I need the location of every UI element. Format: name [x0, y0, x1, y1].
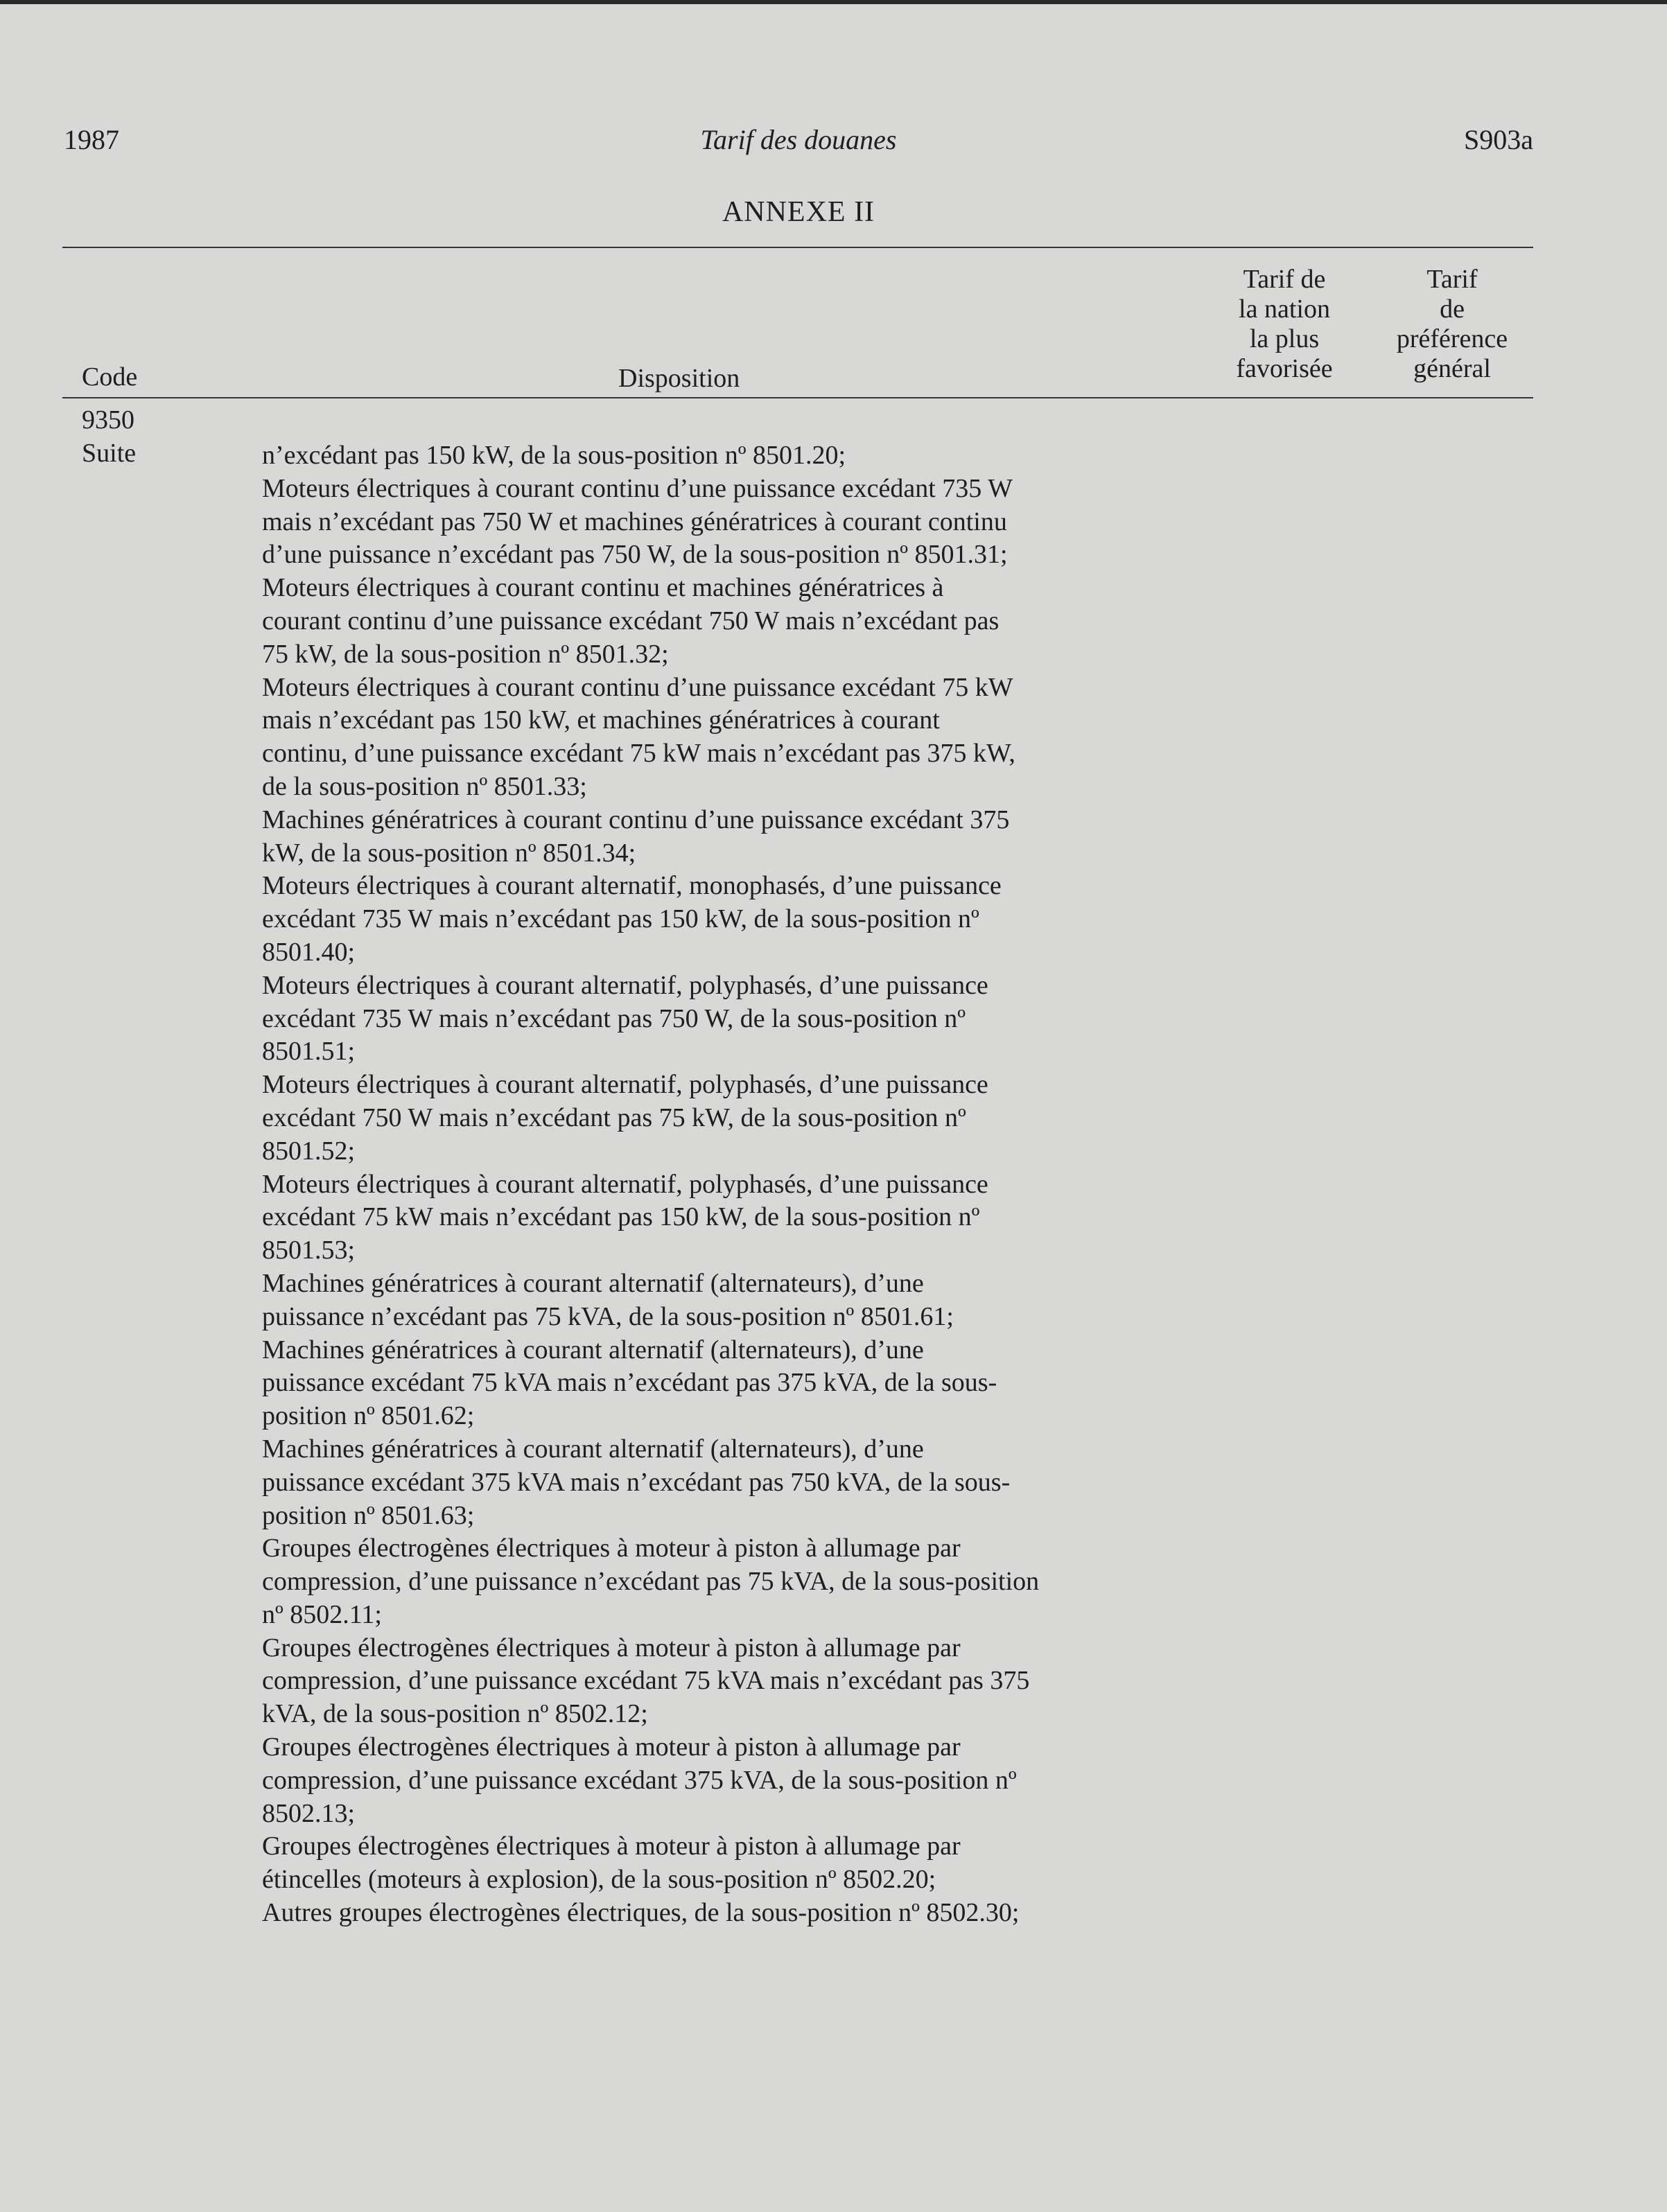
disposition-list [262, 439, 1239, 1930]
table-top-rule [62, 247, 1533, 248]
column-header-gpt-tariff: Tarif de préférence général [1396, 265, 1508, 383]
annex-title: ANNEXE II [722, 196, 875, 228]
disposition-entry: Machines génératrices à courant alternatif (alternateurs), d’une puissance excédant 75 kVA mais n’excédant pas 375 kVA, de la sous- position nº 8501.62; [262, 1335, 997, 1431]
header-title: Tarif des douanes [700, 124, 897, 155]
disposition-entry: n’excédant pas 150 kW, de la sous-position nº 8501.20; [262, 441, 846, 470]
disposition-entry: Groupes électrogènes électriques à moteur à piston à allumage par compression, d’une puissance n’excédant pas 75 kVA, de la sous-position nº 8502.11; [262, 1534, 1040, 1629]
disposition-entry: Moteurs électriques à courant alternatif, polyphasés, d’une puissance excédant 750 W mais n’excédant pas 75 kW, de la sous-position nº 8501.52; [262, 1070, 988, 1166]
running-head [64, 123, 1533, 165]
disposition-entry: Moteurs électriques à courant alternatif, polyphasés, d’une puissance excédant 735 W mais n’excédant pas 750 W, de la sous-position nº 8501.51; [262, 970, 988, 1066]
disposition-entry: Moteurs électriques à courant alternatif, monophasés, d’une puissance excédant 735 W mais n’excédant pas 150 kW, de la sous-position nº 8501.40; [262, 871, 1002, 967]
disposition-entry: Autres groupes électrogènes électriques, de la sous-position nº 8502.30; [262, 1898, 1020, 1928]
header-page-code: S903a [1464, 124, 1533, 155]
disposition-entry: Machines génératrices à courant alternatif (alternateurs), d’une puissance n’excédant pas 75 kVA, de la sous-position nº 8501.61; [262, 1268, 954, 1331]
disposition-entry: Machines génératrices à courant continu d’une puissance excédant 375 kW, de la sous-position nº 8501.34; [262, 805, 1010, 868]
disposition-entry: Groupes électrogènes électriques à moteur à piston à allumage par étincelles (moteurs à explosion), de la sous-position nº 8502.20; [262, 1832, 961, 1895]
disposition-entry: Moteurs électriques à courant alternatif, polyphasés, d’une puissance excédant 75 kW mais n’excédant pas 150 kW, de la sous-position nº 8501.53; [262, 1169, 988, 1265]
disposition-entry: Moteurs électriques à courant continu d’une puissance excédant 735 W mais n’excédant pas 750 W et machines génératrices à courant continu d’une puissance n’excédant pas 750 W, de la sous-position nº 8501.31; [262, 473, 1013, 570]
column-header-code: Code [82, 362, 138, 392]
code-status: Suite [82, 439, 137, 468]
disposition-entry: Moteurs électriques à courant continu et machines génératrices à courant continu d’une puissance excédant 750 W mais n’excédant pas 75 kW, de la sous-position nº 8501.32; [262, 573, 1000, 669]
code-cell [82, 403, 136, 470]
code-number: 9350 [82, 405, 134, 434]
header-year: 1987 [64, 124, 119, 155]
disposition-entry: Machines génératrices à courant alternatif (alternateurs), d’une puissance excédant 375 kVA mais n’excédant pas 750 kVA, de la sous- position nº 8501.63; [262, 1434, 1011, 1530]
column-header-mfn-tariff: Tarif de la nation la plus favorisée [1236, 265, 1333, 383]
disposition-entry: Groupes électrogènes électriques à moteur à piston à allumage par compression, d’une puissance excédant 375 kVA, de la sous-position nº 8502.13; [262, 1732, 1017, 1828]
disposition-entry: Moteurs électriques à courant continu d’une puissance excédant 75 kW mais n’excédant pas 150 kW, et machines génératrices à courant continu, d’une puissance excédant 75 kW mais n’excédant pas 375 kW, de la sous-position nº 8501.33; [262, 672, 1015, 801]
disposition-entry: Groupes électrogènes électriques à moteur à piston à allumage par compression, d’une puissance excédant 75 kVA mais n’excédant pas 375 kVA, de la sous-position nº 8502.12; [262, 1633, 1030, 1729]
table-header-rule [62, 397, 1533, 398]
column-header-disposition: Disposition [618, 364, 740, 393]
